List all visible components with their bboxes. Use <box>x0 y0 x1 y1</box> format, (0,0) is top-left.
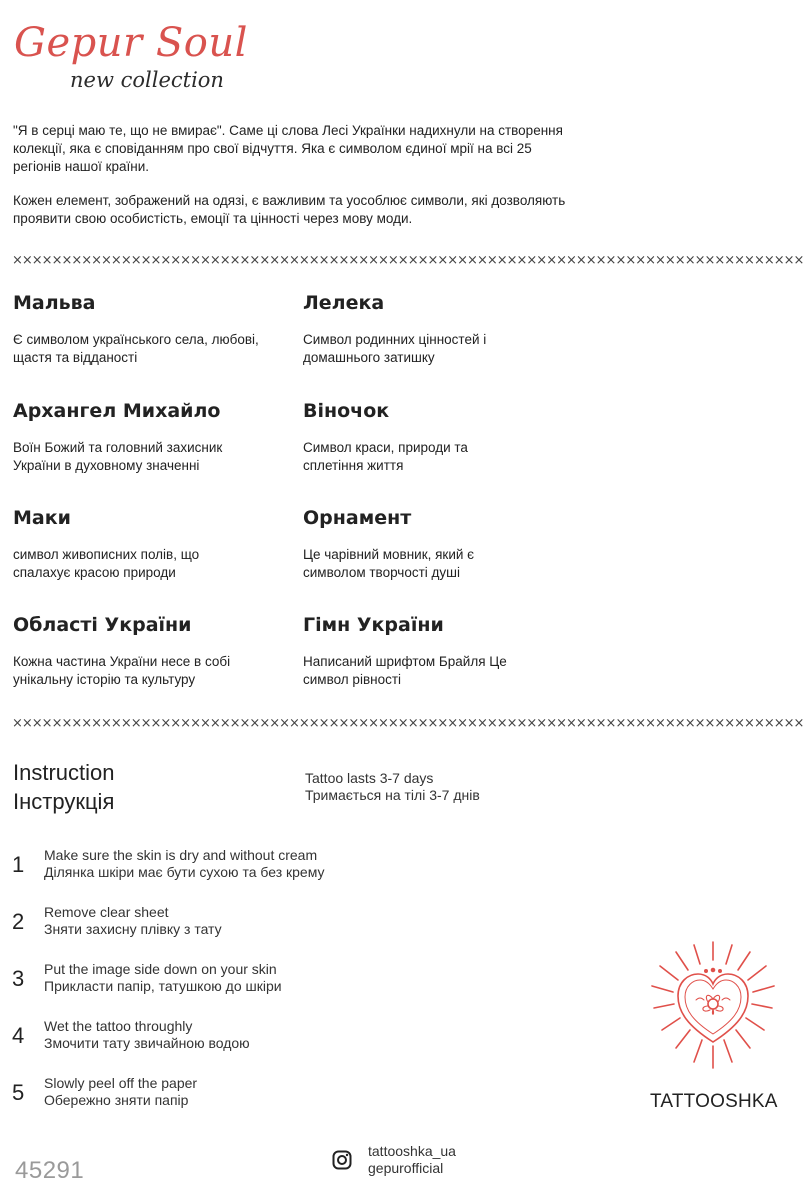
step-number: 2 <box>12 909 25 934</box>
step-text-uk: Ділянка шкіри має бути сухою та без крему <box>44 864 325 880</box>
symbol-description: Воїн Божий та головний захисник України в духовному значенні <box>13 440 223 473</box>
step-text-uk: Зняти захисну плівку з тату <box>44 921 222 937</box>
instruction-title-en: Instruction <box>13 760 115 785</box>
symbol-description: Кожна частина України несе в собі унікальну історію та культуру <box>13 654 231 687</box>
duration-note-uk: Тримається на тілі 3-7 днів <box>305 787 480 803</box>
brand-subtitle: new collection <box>70 68 224 92</box>
instruction-heading <box>13 758 115 816</box>
step-text-uk: Змочити тату звичайною водою <box>44 1035 250 1051</box>
brand-title: Gepur Soul <box>14 20 248 66</box>
step-text-uk: Прикласти папір, татушкою до шкіри <box>44 978 282 994</box>
symbol-title: Лелека <box>303 292 385 314</box>
intro-paragraph-2: Кожен елемент, зображений на одязі, є важливим та уособлює символи, які дозволяють проявити свою особистість, емоції та цінності через мову моди. <box>13 193 566 226</box>
symbol-description: Написаний шрифтом Брайля Це символ рівності <box>303 654 507 687</box>
step-text-en: Remove clear sheet <box>44 904 169 920</box>
symbol-description: символ живописних полів, що спалахує красою природи <box>13 547 200 580</box>
instagram-icon[interactable] <box>332 1150 352 1170</box>
step-text-en: Put the image side down on your skin <box>44 961 277 977</box>
symbol-title: Маки <box>13 507 71 529</box>
cross-stitch-divider: ×××××××××××××××××××××××××××××××××××××××××××××××××××××××××××××××××××××××××××××××× <box>12 253 803 268</box>
step-text <box>44 904 222 938</box>
symbol-title: Орнамент <box>303 507 412 529</box>
step-text-en: Wet the tattoo throughly <box>44 1018 193 1034</box>
symbol-title: Гімн України <box>303 614 444 636</box>
step-number: 5 <box>12 1080 25 1105</box>
step-text-uk: Обережно зняти папір <box>44 1092 189 1108</box>
step-number: 4 <box>12 1023 25 1048</box>
step-text-en: Slowly peel off the paper <box>44 1075 198 1091</box>
intro-paragraph-1: "Я в серці маю те, що не вмирає". Саме ці слова Лесі Українки надихнули на створення колекції, яка є сповіданням про свої відчуття. Яка є символом єдиної мрії на всі 25 регіонів нашої країни. <box>13 123 563 174</box>
duration-note-en: Tattoo lasts 3-7 days <box>305 770 434 786</box>
symbol-title: Мальва <box>13 292 96 314</box>
instagram-handle-gepur[interactable]: gepurofficial <box>368 1160 444 1176</box>
symbol-description: Символ родинних цінностей і домашнього затишку <box>303 332 487 365</box>
symbol-description: Це чарівний мовник, який є символом творчості душі <box>303 547 475 580</box>
symbol-title: Віночок <box>303 400 390 422</box>
heart-with-rays-icon <box>648 940 778 1070</box>
product-code: 45291 <box>15 1157 85 1184</box>
step-text <box>44 961 282 995</box>
instruction-title-uk: Інструкція <box>13 789 115 814</box>
step-number: 3 <box>12 966 25 991</box>
logo-text: TATTOOSHKA <box>650 1091 778 1112</box>
step-text <box>44 1075 197 1109</box>
symbol-description: Символ краси, природи та сплетіння життя <box>303 440 468 473</box>
tattoo-duration-note <box>305 770 480 804</box>
symbol-title: Області України <box>13 614 192 636</box>
cross-stitch-divider: ×××××××××××××××××××××××××××××××××××××××××××××××××××××××××××××××××××××××××××××××× <box>12 716 803 731</box>
step-number: 1 <box>12 852 25 877</box>
social-handles <box>368 1143 456 1177</box>
symbol-title: Архангел Михайло <box>13 400 221 422</box>
step-text <box>44 1018 250 1052</box>
step-text-en: Make sure the skin is dry and without cream <box>44 847 318 863</box>
instagram-handle-tattooshka[interactable]: tattooshka_ua <box>368 1143 456 1159</box>
step-text <box>44 847 325 881</box>
symbol-description: Є символом українського села, любові, щастя та відданості <box>13 332 259 365</box>
